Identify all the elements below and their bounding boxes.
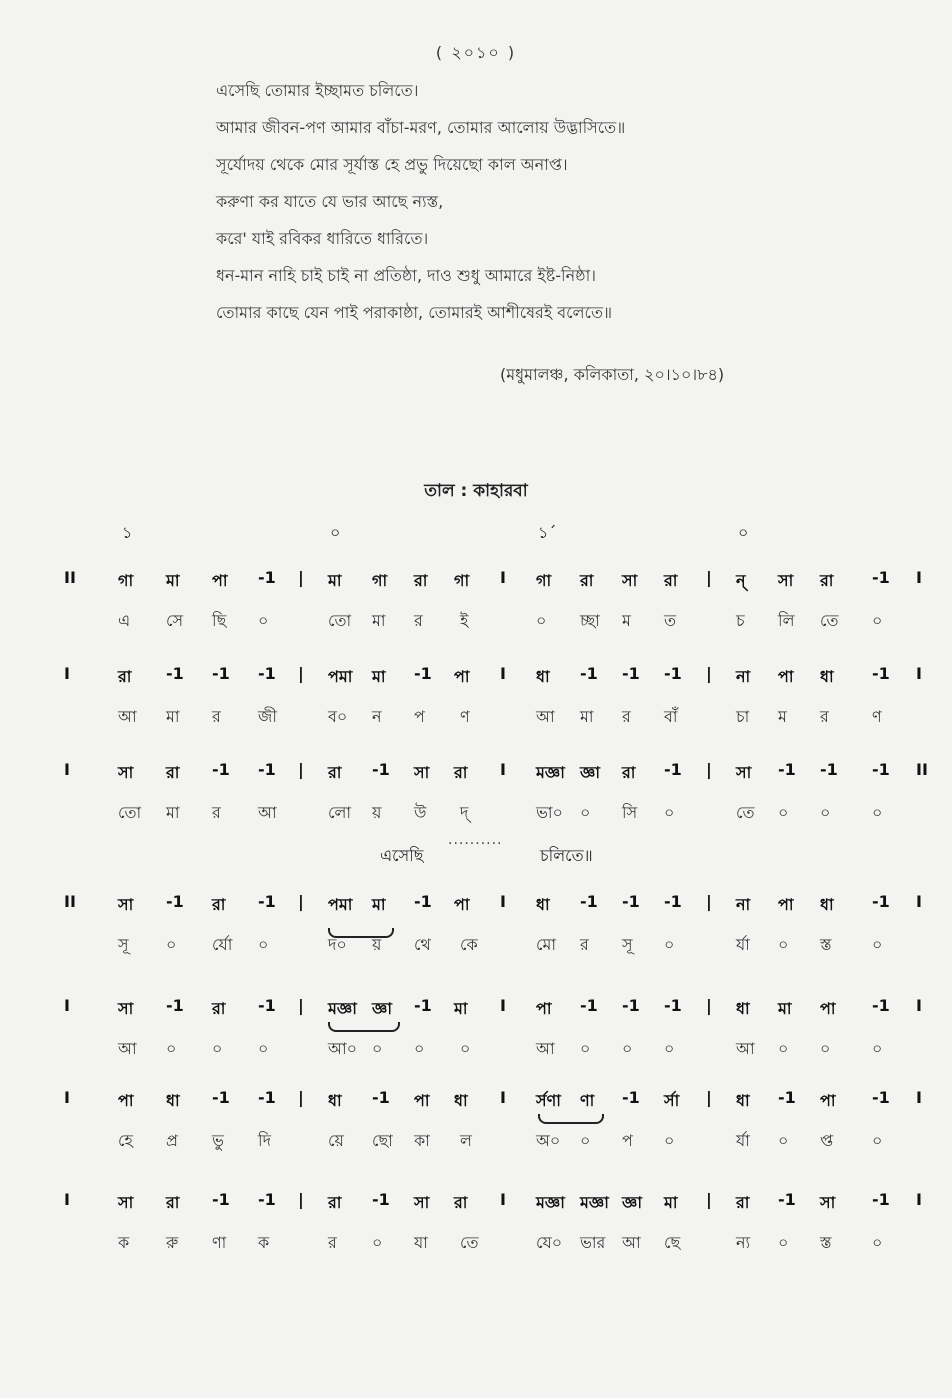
lyric-line-3: সূর্যোদয় থেকে মোর সূর্যাস্ত হে প্রভু দিয়েছো কাল অনাপ্ত।: [216, 155, 568, 174]
swara-note: -1: [622, 892, 640, 911]
swara-row: [0, 996, 952, 1026]
swara-note: -1: [778, 760, 796, 779]
tala-heading: তাল : কাহারবা: [424, 481, 528, 501]
lyric-syllable: রু: [166, 1233, 179, 1252]
bar-line: I: [500, 892, 506, 911]
lyric-syllable: চা: [736, 707, 750, 726]
swara-note: মজ্ঞা: [328, 999, 357, 1018]
swara-note: পা: [820, 999, 836, 1018]
lyric-syllable: ০: [258, 611, 269, 630]
lyric-syllable: ০: [166, 1039, 177, 1058]
swara-note: সা: [736, 763, 752, 782]
swara-note: পা: [118, 1091, 134, 1110]
lyric-syllable: র্যা: [736, 935, 750, 954]
lyric-syllable: ০: [778, 1233, 789, 1252]
lyric-syllable: যে০: [536, 1233, 563, 1252]
lyric-syllable: ণ: [460, 707, 470, 726]
swara-note: মা: [664, 1193, 678, 1212]
lyric-syllable: তে: [460, 1233, 479, 1252]
lyric-syllable: আ: [118, 1039, 137, 1058]
swara-note: -1: [258, 568, 276, 587]
interlude-end: চলিতে॥: [540, 846, 593, 865]
lyric-syllable: ন্য: [736, 1233, 751, 1252]
lyric-syllable: যা: [414, 1233, 428, 1252]
lyric-syllable: তে: [736, 803, 755, 822]
lyric-syllable-row: [0, 932, 952, 962]
beat-mark-3: ১´: [538, 523, 557, 542]
beat-mark-2: ০: [330, 523, 341, 542]
swara-note: রা: [328, 763, 342, 782]
lyric-syllable: অ০: [536, 1131, 561, 1150]
lyrics-block: [216, 78, 856, 337]
swara-note: রা: [212, 895, 226, 914]
lyric-syllable: প: [622, 1131, 633, 1150]
bar-line: |: [298, 1190, 304, 1209]
lyric-syllable: ০: [778, 1039, 789, 1058]
lyric-syllable: ০: [778, 803, 789, 822]
lyric-syllable: আ: [736, 1039, 755, 1058]
source-citation: (মধুমালঞ্চ, কলিকাতা, ২০।১০।৮৪): [500, 365, 725, 384]
swara-note: গা: [372, 571, 388, 590]
lyric-syllable: ০: [460, 1039, 471, 1058]
swara-note: ধা: [454, 1091, 468, 1110]
lyric-syllable: ০: [664, 935, 675, 954]
swara-note: -1: [258, 1088, 276, 1107]
lyric-syllable: ব০: [328, 707, 348, 726]
swara-note: -1: [622, 1088, 640, 1107]
swara-note: মজ্ঞা: [536, 763, 565, 782]
lyric-syllable-row: [0, 704, 952, 734]
lyric-syllable: ণা: [212, 1233, 227, 1252]
swara-note: ধা: [328, 1091, 342, 1110]
swara-note: ধা: [820, 667, 834, 686]
lyric-syllable: ০: [372, 1039, 383, 1058]
bar-line: |: [706, 1088, 712, 1107]
swara-note: -1: [258, 1190, 276, 1209]
lyric-syllable: মো: [536, 935, 557, 954]
lyric-syllable: ছো: [372, 1131, 393, 1150]
swara-note: র্সণা: [536, 1091, 561, 1110]
swara-note: রা: [118, 667, 132, 686]
bar-line: |: [706, 568, 712, 587]
lyric-syllable: তে: [820, 611, 839, 630]
swara-note: মা: [778, 999, 792, 1018]
swara-note: মা: [372, 667, 386, 686]
swara-note: মা: [166, 571, 180, 590]
swara-note: পা: [820, 1091, 836, 1110]
swara-note: সা: [820, 1193, 836, 1212]
interlude-start: এসেছি: [380, 846, 424, 865]
lyric-syllable: ০: [872, 611, 883, 630]
swara-note: -1: [622, 996, 640, 1015]
bar-line: |: [298, 1088, 304, 1107]
swara-note: ধা: [536, 667, 550, 686]
bar-line: I: [500, 568, 506, 587]
lyric-syllable: র্যা: [736, 1131, 750, 1150]
swara-note: রা: [580, 571, 594, 590]
bar-line: |: [706, 892, 712, 911]
swara-note: রা: [414, 571, 428, 590]
swara-note: র্সা: [664, 1091, 680, 1110]
lyric-syllable: ০: [820, 1039, 831, 1058]
swara-note: সা: [778, 571, 794, 590]
lyric-syllable: ০: [872, 1131, 883, 1150]
swara-note: ধা: [820, 895, 834, 914]
swara-row: [0, 664, 952, 694]
bar-line: I: [500, 1190, 506, 1209]
bar-line: I: [500, 760, 506, 779]
swara-note: রা: [212, 999, 226, 1018]
lyric-syllable: ত: [664, 611, 677, 630]
lyric-syllable: ০: [664, 1131, 675, 1150]
swara-note: গা: [118, 571, 134, 590]
lyric-syllable: য়: [372, 935, 382, 954]
swara-note: -1: [212, 760, 230, 779]
swara-note: রা: [166, 763, 180, 782]
swara-note: -1: [778, 1190, 796, 1209]
swara-note: রা: [622, 763, 636, 782]
lyric-syllable: ম: [778, 707, 787, 726]
swara-note: -1: [820, 760, 838, 779]
lyric-syllable: ০: [212, 1039, 223, 1058]
swara-note: সা: [118, 1193, 134, 1212]
swara-note: ধা: [166, 1091, 180, 1110]
lyric-syllable: ০: [664, 1039, 675, 1058]
swara-note: -1: [622, 664, 640, 683]
lyric-syllable: প্র: [166, 1131, 178, 1150]
swara-note: সা: [118, 999, 134, 1018]
swara-note: -1: [872, 1190, 890, 1209]
swara-note: -1: [872, 892, 890, 911]
swara-note: -1: [872, 760, 890, 779]
swara-row: [0, 892, 952, 922]
swara-note: পা: [414, 1091, 430, 1110]
swara-note: জ্ঞা: [622, 1193, 642, 1212]
lyric-syllable: র: [414, 611, 423, 630]
swara-note: ধা: [536, 895, 550, 914]
bar-line: |: [706, 1190, 712, 1209]
swara-note: -1: [212, 1190, 230, 1209]
lyric-syllable: ০: [872, 803, 883, 822]
lyric-syllable: স্ত: [820, 935, 832, 954]
lyric-syllable: ন: [372, 707, 382, 726]
lyric-syllable: চ্ছা: [580, 611, 600, 630]
interlude-dots: ··········: [448, 836, 503, 852]
lyric-syllable: স্ত: [820, 1233, 832, 1252]
lyric-syllable: সূ: [118, 935, 129, 954]
swara-note: -1: [372, 1088, 390, 1107]
swara-note: -1: [580, 892, 598, 911]
lyric-line-6: ধন-মান নাহি চাই চাই না প্রতিষ্ঠা, দাও শুধু আমারে ইষ্ট-নিষ্ঠা।: [216, 266, 596, 285]
lyric-syllable: র: [212, 803, 221, 822]
lyric-syllable: ০: [820, 803, 831, 822]
swara-note: গা: [536, 571, 552, 590]
lyric-syllable: ০: [258, 935, 269, 954]
swara-note: -1: [212, 664, 230, 683]
swara-note: না: [736, 895, 751, 914]
swara-note: মা: [454, 999, 468, 1018]
lyric-syllable: আ০: [328, 1039, 358, 1058]
swara-note: -1: [372, 1190, 390, 1209]
lyric-line-7: তোমার কাছে যেন পাই পরাকাষ্ঠা, তোমারই আশীষেরই বলেতে॥: [216, 303, 612, 322]
bar-line: I: [916, 996, 922, 1015]
lyric-syllable: য়ে: [328, 1131, 344, 1150]
swara-note: -1: [580, 664, 598, 683]
bar-line: I: [64, 1190, 70, 1209]
lyric-syllable: ০: [414, 1039, 425, 1058]
swara-note: -1: [258, 996, 276, 1015]
swara-note: রা: [166, 1193, 180, 1212]
swara-row: [0, 568, 952, 598]
lyric-syllable-row: [0, 608, 952, 638]
lyric-syllable: ০: [872, 1233, 883, 1252]
bar-line: I: [916, 568, 922, 587]
swara-note: ধা: [736, 999, 750, 1018]
lyric-syllable: ভার: [580, 1233, 606, 1252]
bar-line: I: [64, 996, 70, 1015]
swara-note: -1: [872, 1088, 890, 1107]
swara-note: -1: [414, 664, 432, 683]
swara-note: -1: [872, 568, 890, 587]
swara-note: -1: [664, 760, 682, 779]
swara-note: মজ্ঞা: [536, 1193, 565, 1212]
swara-note: সা: [118, 763, 134, 782]
lyric-syllable: য়: [372, 803, 382, 822]
swara-note: -1: [166, 892, 184, 911]
swara-note: পা: [536, 999, 552, 1018]
lyric-syllable: ভু: [212, 1131, 224, 1150]
lyric-syllable: থে: [414, 935, 431, 954]
swara-note: -1: [372, 760, 390, 779]
lyric-syllable: সূ: [622, 935, 633, 954]
lyric-syllable: তো: [328, 611, 352, 630]
lyric-syllable: মা: [166, 707, 180, 726]
lyric-syllable: ০: [166, 935, 177, 954]
meend-arc: [538, 1114, 604, 1124]
swara-note: পা: [778, 667, 794, 686]
lyric-syllable: ই: [460, 611, 469, 630]
lyric-line-1: এসেছি তোমার ইচ্ছামত চলিতে।: [216, 81, 419, 100]
lyric-syllable: মা: [372, 611, 386, 630]
lyric-syllable: র: [328, 1233, 337, 1252]
swara-note: জ্ঞা: [580, 763, 600, 782]
lyric-syllable: আ: [622, 1233, 641, 1252]
lyric-syllable: দি: [258, 1131, 271, 1150]
swara-note: ন্: [736, 571, 746, 590]
swara-note: রা: [820, 571, 834, 590]
lyric-syllable: তো: [118, 803, 142, 822]
lyric-syllable: র: [622, 707, 631, 726]
bar-line: II: [916, 760, 928, 779]
bar-line: |: [298, 568, 304, 587]
lyric-syllable: ছি: [212, 611, 227, 630]
swara-note: -1: [580, 996, 598, 1015]
lyric-syllable: চ: [736, 611, 745, 630]
lyric-syllable: ০: [778, 1131, 789, 1150]
lyric-syllable: ০: [664, 803, 675, 822]
swara-note: রা: [454, 1193, 468, 1212]
lyric-syllable: আ: [536, 1039, 555, 1058]
swara-note: মা: [372, 895, 386, 914]
lyric-syllable: বাঁ: [664, 707, 678, 726]
lyric-syllable: ০: [872, 935, 883, 954]
swara-note: -1: [872, 664, 890, 683]
lyric-line-5: করে' যাই রবিকর ধারিতে ধারিতে।: [216, 229, 429, 248]
bar-line: |: [298, 760, 304, 779]
bar-line: |: [298, 664, 304, 683]
bar-line: |: [298, 996, 304, 1015]
meend-arc: [328, 928, 394, 938]
lyric-syllable-row: [0, 1230, 952, 1260]
lyric-line-4: করুণা কর যাতে যে ভার আছে ন্যস্ত,: [216, 192, 444, 211]
bar-line: |: [706, 760, 712, 779]
swara-note: সা: [118, 895, 134, 914]
lyric-syllable-row: [0, 800, 952, 830]
lyric-syllable: ০: [580, 1131, 591, 1150]
bar-line: |: [706, 996, 712, 1015]
lyric-syllable: ক: [118, 1233, 130, 1252]
swara-note: -1: [872, 996, 890, 1015]
swara-note: সা: [414, 1193, 430, 1212]
lyric-syllable: র: [212, 707, 221, 726]
bar-line: I: [500, 996, 506, 1015]
lyric-syllable: ০: [622, 1039, 633, 1058]
swara-note: পমা: [328, 667, 353, 686]
lyric-syllable: ক: [258, 1233, 270, 1252]
swara-note: -1: [664, 892, 682, 911]
lyric-syllable: লো: [328, 803, 352, 822]
lyric-syllable: ০: [536, 611, 547, 630]
swara-note: সা: [414, 763, 430, 782]
bar-line: II: [64, 568, 76, 587]
page-number: ( ২০১০ ): [435, 43, 517, 62]
lyric-syllable: প্ত: [820, 1131, 834, 1150]
lyric-syllable: র: [820, 707, 829, 726]
swara-note: -1: [258, 664, 276, 683]
beat-mark-4: ০: [738, 523, 749, 542]
lyric-syllable: প: [414, 707, 425, 726]
swara-note: -1: [778, 1088, 796, 1107]
bar-line: |: [706, 664, 712, 683]
lyric-syllable: লি: [778, 611, 795, 630]
lyric-syllable: কে: [460, 935, 478, 954]
swara-note: পা: [212, 571, 228, 590]
lyric-syllable: ০: [258, 1039, 269, 1058]
swara-note: -1: [664, 996, 682, 1015]
swara-note: -1: [258, 760, 276, 779]
lyric-syllable: সি: [622, 803, 638, 822]
swara-note: রা: [328, 1193, 342, 1212]
bar-line: I: [916, 1088, 922, 1107]
lyric-syllable: মা: [580, 707, 594, 726]
swara-note: ধা: [736, 1091, 750, 1110]
swara-note: পা: [454, 667, 470, 686]
lyric-syllable: ছে: [664, 1233, 681, 1252]
lyric-syllable: ল: [460, 1131, 472, 1150]
lyric-syllable: উ: [414, 803, 427, 822]
lyric-syllable: হে: [118, 1131, 133, 1150]
beat-mark-1: ১: [122, 523, 133, 542]
bar-line: I: [64, 664, 70, 683]
bar-line: I: [500, 664, 506, 683]
lyric-syllable: র্যো: [212, 935, 233, 954]
lyric-syllable: মা: [166, 803, 180, 822]
bar-line: |: [298, 892, 304, 911]
bar-line: II: [64, 892, 76, 911]
swara-note: রা: [664, 571, 678, 590]
lyric-syllable: দ্: [460, 803, 469, 822]
swara-row: [0, 760, 952, 790]
lyric-syllable: ভা০: [536, 803, 563, 822]
swara-note: রা: [736, 1193, 750, 1212]
lyric-syllable: এ: [118, 611, 131, 630]
swara-note: -1: [258, 892, 276, 911]
swara-note: পা: [778, 895, 794, 914]
lyric-syllable: জী: [258, 707, 277, 726]
swara-note: -1: [664, 664, 682, 683]
lyric-syllable: আ: [536, 707, 555, 726]
lyric-line-2: আমার জীবন-পণ আমার বাঁচা-মরণ, তোমার আলোয় উদ্ভাসিতে॥: [216, 118, 626, 137]
swara-note: মা: [328, 571, 342, 590]
swara-note: -1: [166, 996, 184, 1015]
swara-row: [0, 1190, 952, 1220]
lyric-syllable: ০: [778, 935, 789, 954]
swara-note: গা: [454, 571, 470, 590]
swara-note: -1: [212, 1088, 230, 1107]
bar-line: I: [64, 760, 70, 779]
swara-note: -1: [414, 892, 432, 911]
meend-arc: [328, 1022, 400, 1032]
lyric-syllable: ম: [622, 611, 631, 630]
lyric-syllable: ০: [872, 1039, 883, 1058]
lyric-syllable: আ: [118, 707, 137, 726]
bar-line: I: [916, 1190, 922, 1209]
lyric-syllable: সে: [166, 611, 184, 630]
swara-note: -1: [414, 996, 432, 1015]
swara-note: পা: [454, 895, 470, 914]
swara-note: মজ্ঞা: [580, 1193, 609, 1212]
lyric-syllable-row: [0, 1128, 952, 1158]
swara-note: না: [736, 667, 751, 686]
swara-note: রা: [454, 763, 468, 782]
lyric-syllable: ০: [580, 803, 591, 822]
lyric-syllable: ০: [372, 1233, 383, 1252]
swara-note: পমা: [328, 895, 353, 914]
bar-line: I: [916, 892, 922, 911]
swara-note: সা: [622, 571, 638, 590]
lyric-syllable-row: [0, 1036, 952, 1066]
swara-note: -1: [166, 664, 184, 683]
lyric-syllable: র: [580, 935, 589, 954]
lyric-syllable: দ০: [328, 935, 347, 954]
swara-note: জ্ঞা: [372, 999, 392, 1018]
bar-line: I: [64, 1088, 70, 1107]
lyric-syllable: আ: [258, 803, 277, 822]
bar-line: I: [916, 664, 922, 683]
lyric-syllable: ণ: [872, 707, 882, 726]
lyric-syllable: কা: [414, 1131, 430, 1150]
swara-row: [0, 1088, 952, 1118]
swara-note: ণা: [580, 1091, 595, 1110]
lyric-syllable: ০: [580, 1039, 591, 1058]
bar-line: I: [500, 1088, 506, 1107]
